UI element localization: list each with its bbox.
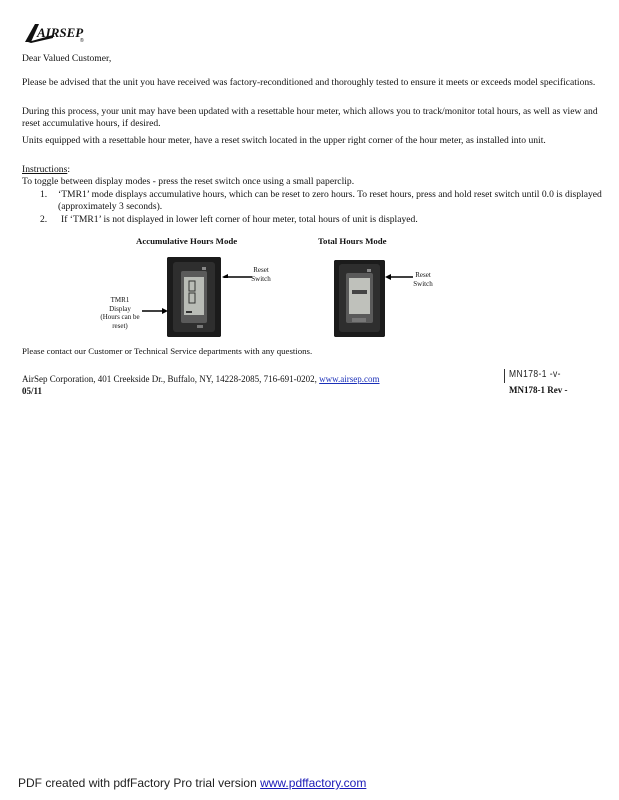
hour-meter-photo-accumulative — [167, 257, 221, 337]
step-number: 2. — [40, 214, 48, 225]
document-date: 05/11 — [22, 386, 43, 396]
hour-meter-illustration — [334, 260, 385, 337]
reset-switch-arrow-right — [385, 272, 413, 282]
airsep-logo — [23, 22, 85, 44]
instructions-colon: : — [67, 164, 70, 175]
reset-switch-label-left — [248, 266, 274, 283]
reset-label-line: Reset — [415, 271, 431, 279]
figure-caption-total: Total Hours Mode — [318, 236, 387, 246]
tmr1-arrow — [142, 306, 168, 316]
reset-label-line: Reset — [253, 266, 269, 274]
step-text: If ‘TMR1’ is not displayed in lower left corner of hour meter, total hours of unit is displayed. — [61, 214, 418, 225]
logo-registered-mark: ® — [80, 38, 84, 44]
instructions-intro: To toggle between display modes - press the reset switch once using a small paperclip. — [22, 176, 355, 187]
contact-line: Please contact our Customer or Technical Service departments with any questions. — [22, 346, 313, 356]
salutation: Dear Valued Customer, — [22, 53, 112, 64]
company-address-line — [22, 373, 462, 385]
step-number: 1. — [40, 189, 48, 200]
figure-caption-accumulative: Accumulative Hours Mode — [136, 236, 238, 246]
instructions-heading: Instructions — [22, 164, 68, 175]
company-address: AirSep Corporation, 401 Creekside Dr., Buffalo, NY, 14228-2085, 716-691-0202, — [22, 374, 317, 384]
tmr-label-line: Display — [109, 304, 131, 313]
reset-switch-label-right — [410, 271, 436, 288]
website-link[interactable]: www.airsep.com — [319, 374, 380, 384]
tmr1-display-label — [94, 296, 146, 330]
tmr-label-line: TMR1 — [110, 296, 130, 304]
instructions-heading-line — [22, 164, 607, 176]
logo-text: AIRSEP — [37, 25, 84, 40]
document-number: MN178-1 Rev - — [509, 385, 568, 395]
pdf-creator-footer — [18, 776, 366, 790]
paragraph-hour-meter: During this process, your unit may have been updated with a resettable hour meter, which allows you to track/monitor total hours, as well as view and reset accumulative hours, if desired. — [22, 106, 598, 129]
step-text: ‘TMR1’ mode displays accumulative hours, which can be reset to zero hours. To reset hours, press and hold reset switch until 0.0 is displayed (approximately 3 seconds). — [58, 189, 602, 212]
reset-label-line: Switch — [251, 274, 271, 283]
handwritten-divider — [504, 369, 505, 383]
pdffactory-link[interactable]: www.pdffactory.com — [260, 776, 367, 790]
hour-meter-illustration — [167, 257, 221, 337]
tmr-label-line: reset) — [112, 321, 128, 330]
paragraph-reconditioned: Please be advised that the unit you have received was factory-reconditioned and thoroughly tested to ensure it meets or exceeds model specifications. — [22, 77, 596, 88]
hour-meter-photo-total — [334, 260, 385, 337]
handwritten-doc-number: MN178-1 -v- — [509, 369, 561, 380]
paragraph-reset-switch: Units equipped with a resettable hour meter, have a reset switch located in the upper right corner of the hour meter, as installed into unit. — [22, 135, 546, 146]
tmr-label-line: (Hours can be — [100, 313, 140, 322]
pdf-footer-prefix: PDF created with pdfFactory Pro trial version — [18, 776, 261, 790]
reset-label-line: Switch — [413, 279, 433, 288]
